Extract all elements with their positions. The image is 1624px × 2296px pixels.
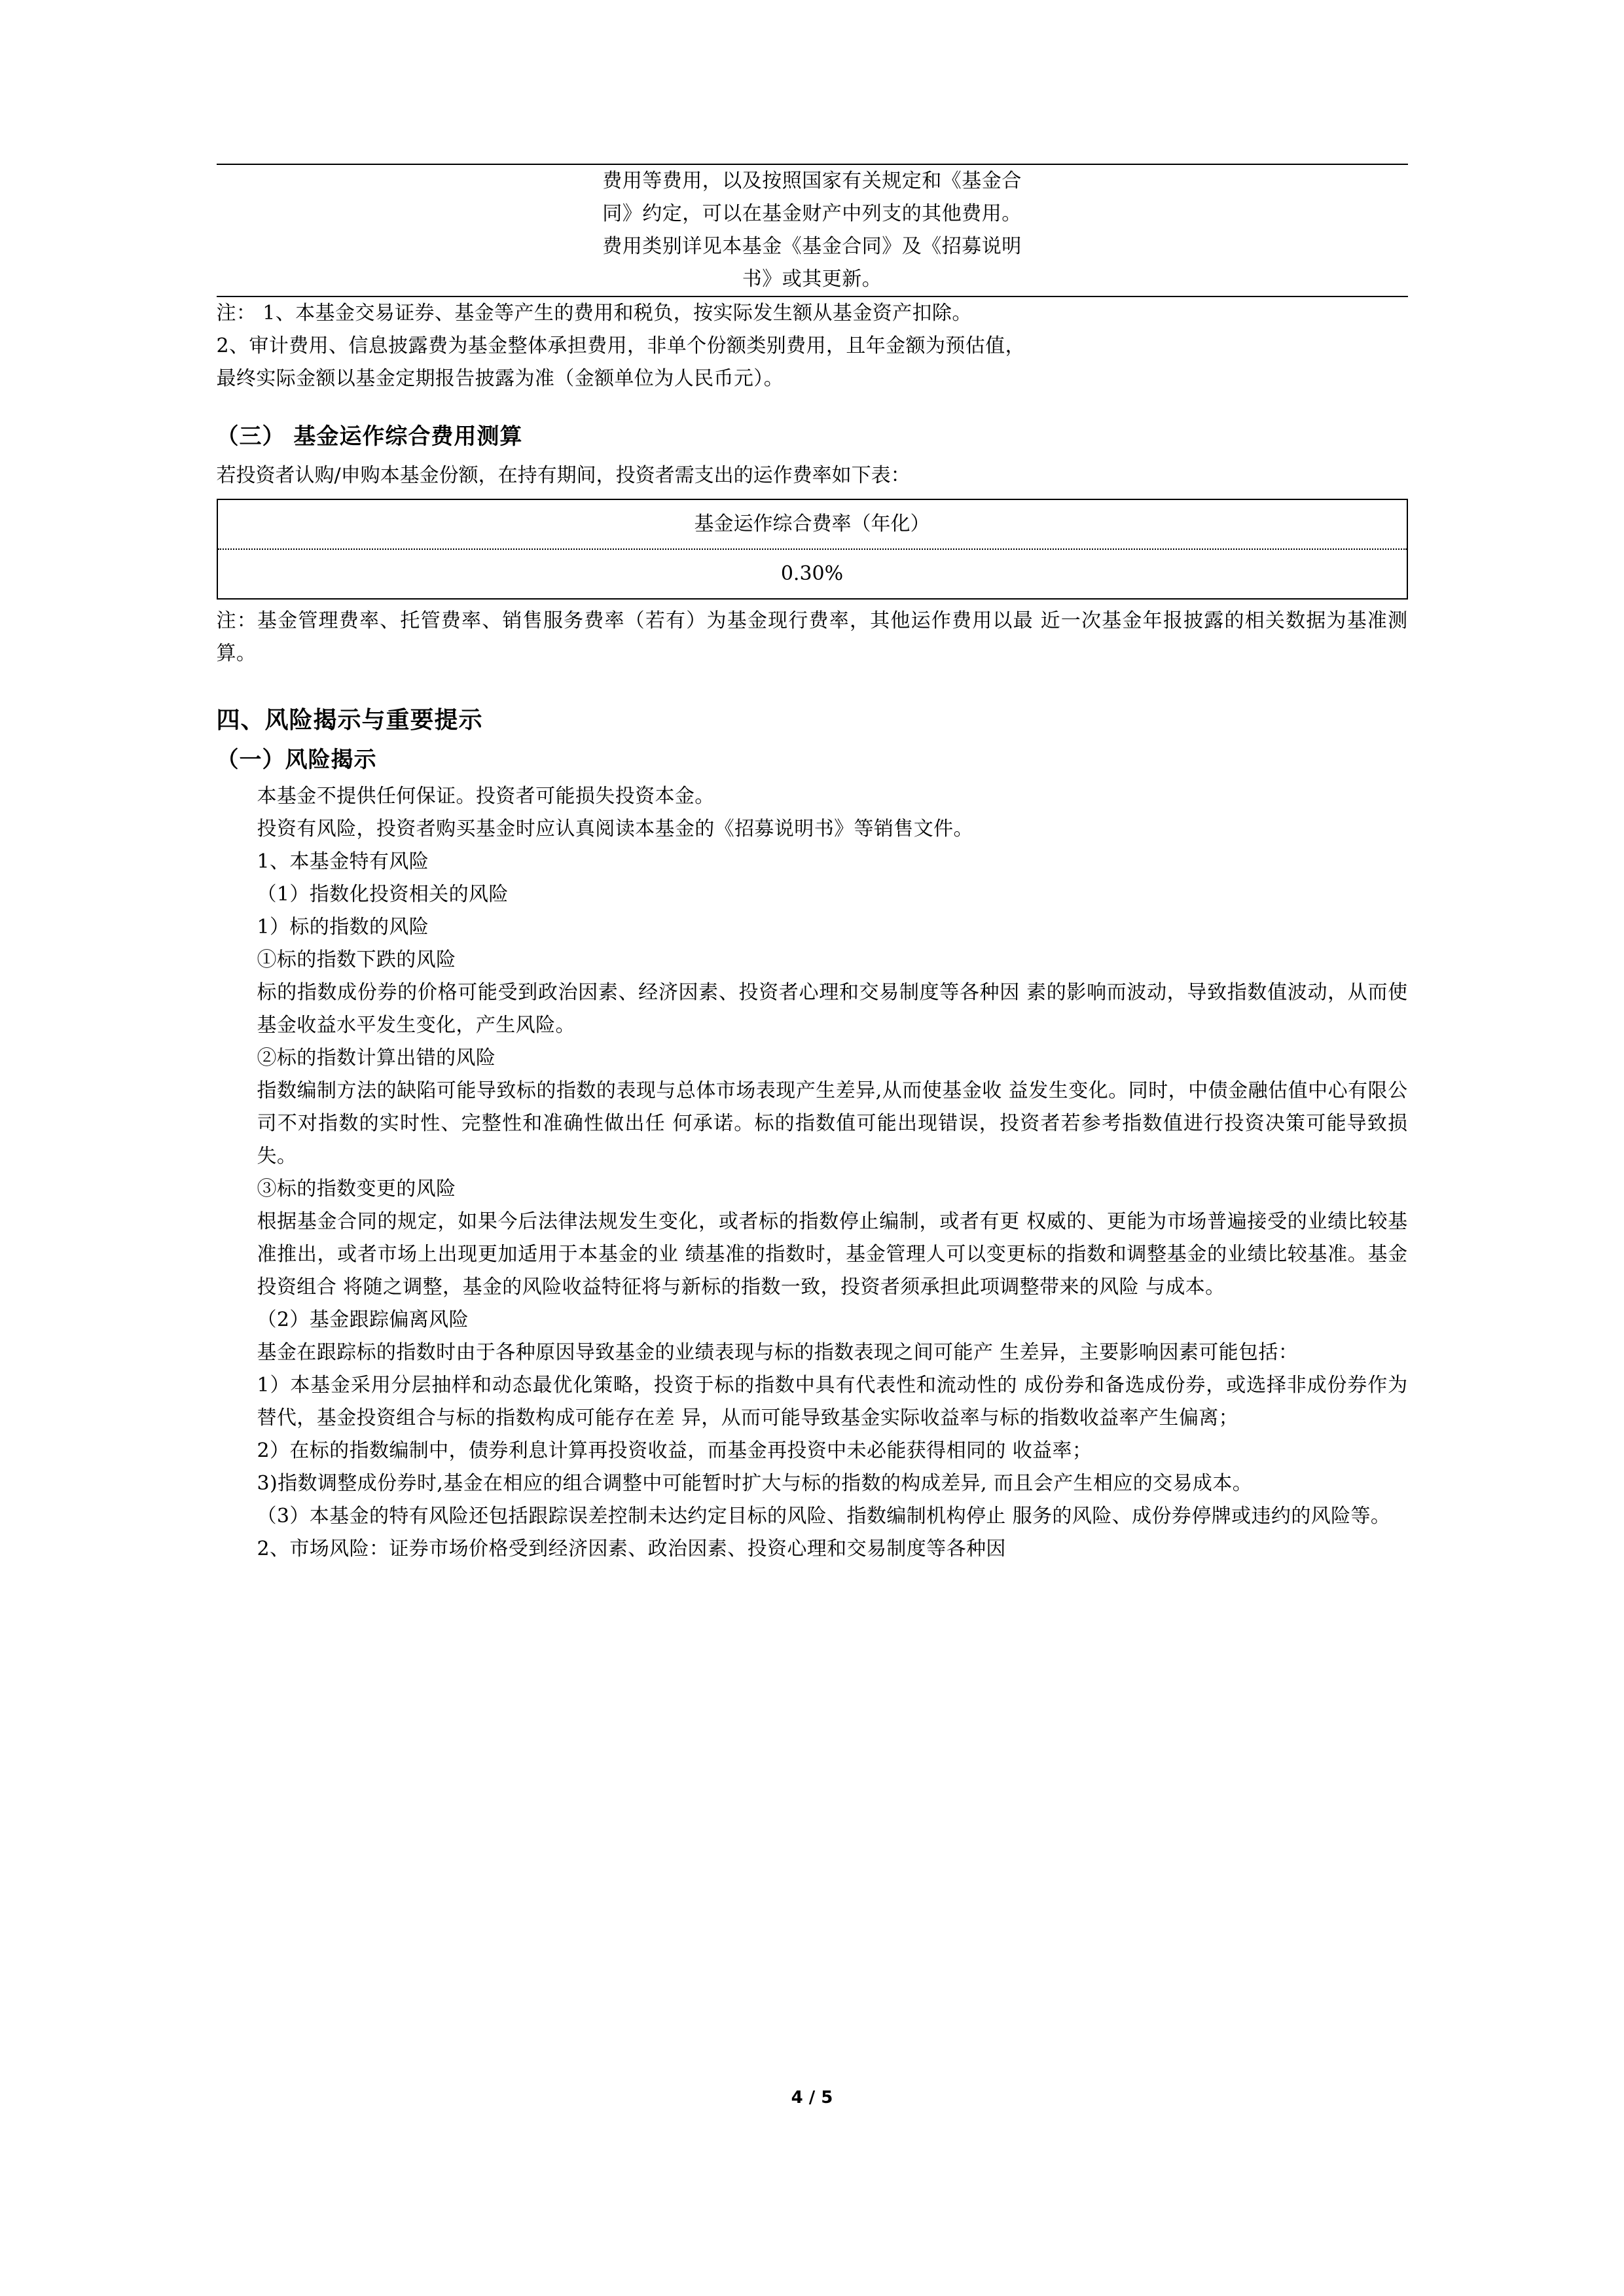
paragraph-line: 1、本基金特有风险 (257, 850, 429, 873)
section-four-body (217, 780, 1408, 1566)
paragraph (257, 846, 1408, 878)
table-cell-line: 同》约定，可以在基金财产中列支的其他费用。 (602, 202, 1022, 225)
table-cell-line: 费用类别详见本基金《基金合同》及《招募说明 (602, 235, 1022, 258)
paragraph-line: 3)指数调整成份券时,基金在相应的组合调整中可能暂时扩大与标的指数的构成差异, (257, 1472, 987, 1495)
paragraph-line: 1）本基金采用分层抽样和动态最优化策略，投资于标的指数中具有代表性和流动性的 (257, 1374, 1018, 1397)
paragraph-line: 2）在标的指数编制中，债券利息计算再投资收益，而基金再投资中未必能获得相同的 (257, 1439, 1006, 1462)
paragraph (257, 977, 1408, 1042)
table-cell (217, 230, 1408, 296)
fee-continuation-table (217, 164, 1408, 297)
table-cell-line: 书》或其更新。 (742, 268, 882, 291)
paragraph-line: 权威的、更能为市场普遍接受的业绩比较基准推出，或者市场上出现更加适用于本基金的业 (257, 1210, 1408, 1266)
page-content (217, 164, 1408, 1566)
paragraph (257, 1467, 1408, 1500)
table-header-row (217, 499, 1407, 549)
paragraph-line: 基金在跟踪标的指数时由于各种原因导致基金的业绩表现与标的指数表现之间可能产 (257, 1341, 994, 1364)
paragraph-line: 2、市场风险：证券市场价格受到经济因素、政治因素、投资心理和交易制度等各种因 (257, 1537, 1006, 1560)
paragraph (257, 813, 1408, 846)
paragraph (257, 878, 1408, 911)
paragraph (257, 780, 1408, 813)
comprehensive-fee-table (217, 499, 1408, 600)
section-three-note-line: 注：基金管理费率、托管费率、销售服务费率（若有）为基金现行费率，其他运作费用以最 (216, 609, 1034, 632)
paragraph-line: ①标的指数下跌的风险 (257, 948, 456, 971)
paragraph-line: 益发生变化。同时，中债金融估值中心有限公司不对指数的实时性、完整性和准确性做出任 (257, 1079, 1408, 1135)
paragraph-line: 标的指数成份券的价格可能受到政治因素、经济因素、投资者心理和交易制度等各种因 (257, 981, 1020, 1004)
paragraph (257, 1173, 1408, 1206)
table-row (217, 230, 1408, 296)
paragraph (257, 1533, 1408, 1566)
paragraph-line: 1）标的指数的风险 (257, 916, 429, 939)
paragraph-line: ③标的指数变更的风险 (257, 1177, 456, 1200)
paragraph-line: 收益率； (1012, 1439, 1092, 1462)
paragraph (257, 1500, 1408, 1533)
paragraph-line: 绩基准的指数时，基金管理人可以变更标的指数和调整基金的业绩比较基准。基金投资组合 (257, 1243, 1408, 1299)
paragraph-line: 成份券和备选成份券，或选择非成份券作为替代，基金投资组合与标的指数构成可能存在差 (257, 1374, 1408, 1429)
section-four-sub-heading: （一）风险揭示 (216, 747, 377, 773)
paragraph-line: 本基金不提供任何保证。投资者可能损失投资本金。 (257, 785, 715, 808)
paragraph-line: 投资有风险，投资者购买基金时应认真阅读本基金的《招募说明书》等销售文件。 (257, 817, 973, 840)
section-three-note-line: 近一次基金年报披露的相关数据为基准测算。 (216, 609, 1408, 665)
paragraph (257, 1369, 1408, 1435)
page-number: 4 / 5 (791, 2088, 833, 2108)
fee-table-value: 0.30% (780, 562, 844, 585)
paragraph-line: （1）指数化投资相关的风险 (257, 883, 509, 906)
paragraph-line: 将随之调整，基金的风险收益特征将与新标的指数一致，投资者须承担此项调整带来的风险 (343, 1276, 1140, 1299)
paragraph-line: （3）本基金的特有风险还包括跟踪误差控制未达约定目标的风险、指数编制机构停止 (257, 1505, 1006, 1528)
section-three-note (217, 605, 1408, 670)
paragraph (257, 944, 1408, 977)
table-notes (217, 297, 1408, 395)
table-note-line: 最终实际金额以基金定期报告披露为准（金额单位为人民币元）。 (216, 367, 784, 390)
paragraph (257, 1336, 1408, 1369)
paragraph (257, 1075, 1408, 1173)
paragraph-line: 与成本。 (1145, 1276, 1225, 1299)
paragraph (257, 1206, 1408, 1304)
fee-table-header: 基金运作综合费率（年化） (694, 512, 930, 535)
section-four-heading: 四、风险揭示与重要提示 (216, 706, 483, 734)
paragraph-line: 而且会产生相应的交易成本。 (993, 1472, 1253, 1495)
section-three-heading: （三） 基金运作综合费用测算 (216, 423, 523, 450)
paragraph (257, 1042, 1408, 1075)
paragraph (257, 911, 1408, 944)
table-cell (217, 164, 1408, 230)
paragraph-line: （2）基金跟踪偏离风险 (257, 1308, 469, 1331)
paragraph-line: 服务的风险、成份券停牌或违约的风险等。 (1012, 1505, 1391, 1528)
paragraph-line: 异，从而可能导致基金实际收益率与标的指数收益率产生偏离； (681, 1407, 1239, 1429)
paragraph-line: 指数编制方法的缺陷可能导致标的指数的表现与总体市场表现产生差异,从而使基金收 (257, 1079, 1002, 1102)
paragraph-line: ②标的指数计算出错的风险 (257, 1047, 496, 1069)
paragraph-line: 何承诺。标的指数值可能出现错误，投资者若参考指数值进行投资决策可能导致损失。 (257, 1112, 1408, 1168)
paragraph-line: 根据基金合同的规定，如果今后法律法规发生变化，或者标的指数停止编制，或者有更 (257, 1210, 1020, 1233)
paragraph (257, 1304, 1408, 1336)
table-note-line: 注： 1、本基金交易证券、基金等产生的费用和税负，按实际发生额从基金资产扣除。 (216, 302, 972, 325)
paragraph-line: 素的影响而波动，导致指数值波动，从而使基金收益水平发生变化，产生风险。 (257, 981, 1408, 1037)
paragraph (257, 1435, 1408, 1467)
table-row (217, 164, 1408, 230)
section-three-lead: 若投资者认购/申购本基金份额，在持有期间，投资者需支出的运作费率如下表： (216, 464, 911, 487)
table-row (217, 549, 1407, 599)
paragraph-line: 生差异，主要影响因素可能包括： (1000, 1341, 1299, 1364)
table-note-line: 2、审计费用、信息披露费为基金整体承担费用，非单个份额类别费用，且年金额为预估值， (216, 334, 1025, 357)
table-cell-line: 费用等费用，以及按照国家有关规定和《基金合 (602, 170, 1022, 192)
